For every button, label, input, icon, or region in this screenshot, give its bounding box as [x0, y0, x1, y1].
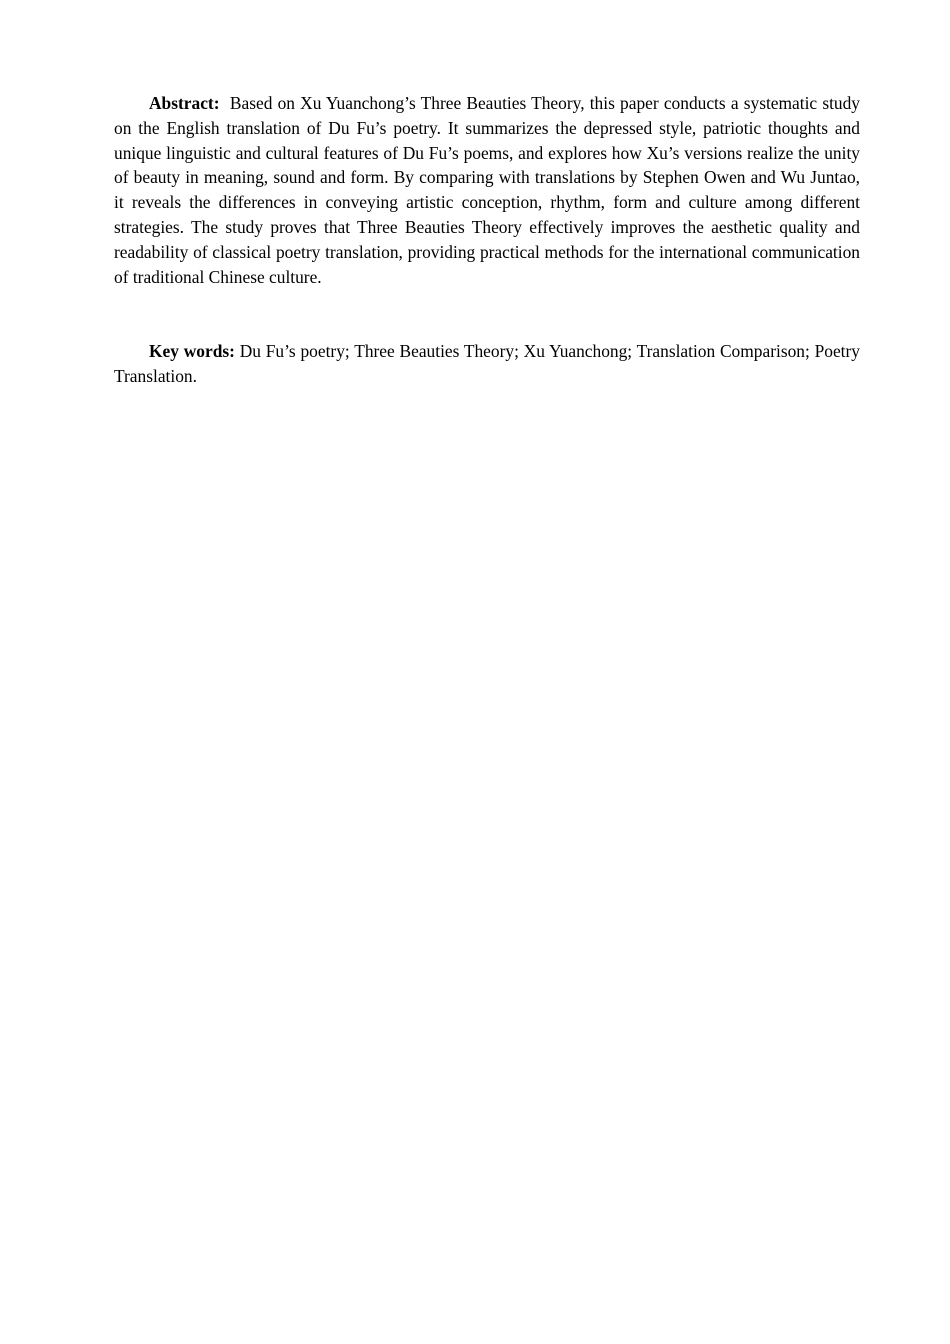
page-content: [114, 91, 860, 389]
abstract-label: Abstract:: [149, 93, 220, 113]
keywords-label: Key words:: [149, 341, 235, 362]
abstract-paragraph: [114, 91, 860, 289]
keywords-paragraph: [114, 339, 860, 389]
keywords-text: Du Fu’s poetry; Three Beauties Theory; Xu Yuanchong; Translation Comparison; Poetry Translation.: [114, 341, 860, 387]
abstract-text: Based on Xu Yuanchong’s Three Beauties Theory, this paper conducts a systematic study on the English translation of Du Fu’s poetry. It summarizes the depressed style, patriotic thoughts and unique linguistic and cultural features of Du Fu’s poems, and explores how Xu’s versions realize the unity of beauty in meaning, sound and form. By comparing with translations by Stephen Owen and Wu Juntao, it reveals the differences in conveying artistic conception, rhythm, form and culture among different strategies. The study proves that Three Beauties Theory effectively improves the aesthetic quality and readability of classical poetry translation, providing practical methods for the international communication of traditional Chinese culture.: [114, 93, 861, 287]
